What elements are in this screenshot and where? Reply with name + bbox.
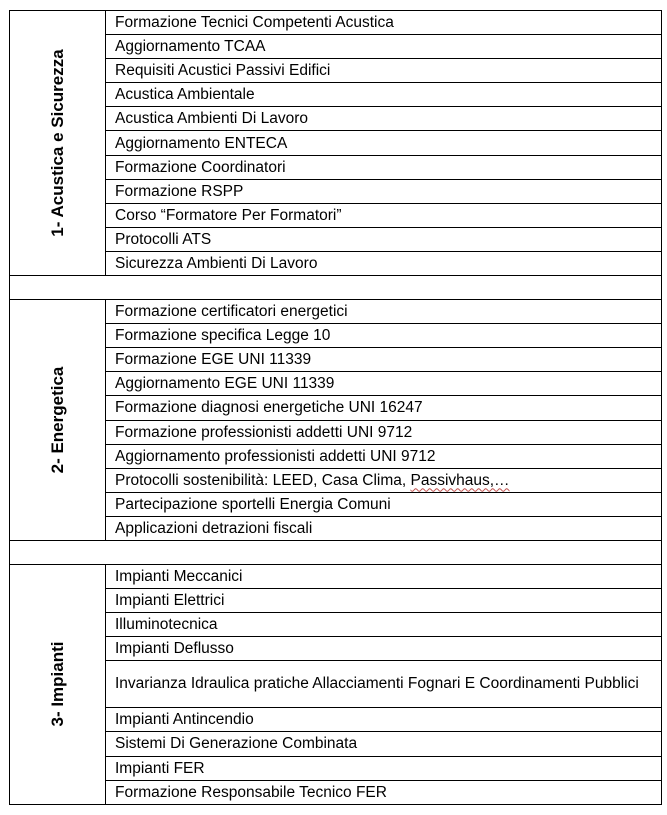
item-text: Acustica Ambienti Di Lavoro xyxy=(115,110,308,128)
table-row xyxy=(10,589,662,613)
empty-row xyxy=(10,276,662,300)
table-row xyxy=(10,492,662,516)
list-item xyxy=(106,516,662,540)
list-item xyxy=(106,613,662,637)
item-text: Illuminotecnica xyxy=(115,616,218,634)
table-row xyxy=(10,372,662,396)
item-text: Impianti Antincendio xyxy=(115,711,254,729)
list-item xyxy=(106,83,662,107)
table-row xyxy=(10,564,662,588)
table-row xyxy=(10,516,662,540)
list-item xyxy=(106,637,662,661)
item-text: Applicazioni detrazioni fiscali xyxy=(115,519,313,537)
list-item xyxy=(106,107,662,131)
section-label-cell xyxy=(10,300,106,541)
table-row xyxy=(10,227,662,251)
spellcheck-word: Passivhaus,… xyxy=(410,471,510,489)
table-row xyxy=(10,11,662,35)
table-row xyxy=(10,396,662,420)
list-item xyxy=(106,780,662,804)
item-text: Aggiornamento EGE UNI 11339 xyxy=(115,375,335,393)
table-row xyxy=(10,35,662,59)
list-item xyxy=(106,324,662,348)
list-item xyxy=(106,35,662,59)
table-row xyxy=(10,179,662,203)
list-item xyxy=(106,492,662,516)
table-row xyxy=(10,203,662,227)
list-item xyxy=(106,227,662,251)
table-row xyxy=(10,107,662,131)
table-row xyxy=(10,708,662,732)
item-text: Sicurezza Ambienti Di Lavoro xyxy=(115,254,318,272)
item-text: Formazione Coordinatori xyxy=(115,158,286,176)
table-row xyxy=(10,155,662,179)
list-item xyxy=(106,589,662,613)
item-text: Invarianza Idraulica pratiche Allacciamenti Fognari E Coordinamenti Pubblici xyxy=(115,675,639,693)
table-row xyxy=(10,59,662,83)
list-item xyxy=(106,131,662,155)
item-text: Protocolli ATS xyxy=(115,230,212,248)
item-text: Impianti FER xyxy=(115,759,205,777)
list-item xyxy=(106,732,662,756)
section-title: 2- Energetica xyxy=(47,366,67,474)
section-title: 3- Impianti xyxy=(47,641,67,727)
table-row xyxy=(10,348,662,372)
item-text: Impianti Elettrici xyxy=(115,592,225,610)
item-text: Formazione specifica Legge 10 xyxy=(115,327,331,345)
list-item xyxy=(106,444,662,468)
list-item xyxy=(106,300,662,324)
list-item xyxy=(106,179,662,203)
table-row xyxy=(10,613,662,637)
services-table xyxy=(9,10,662,805)
item-text: Formazione diagnosi energetiche UNI 16247 xyxy=(115,399,423,417)
item-text: Formazione certificatori energetici xyxy=(115,303,348,321)
table-row xyxy=(10,661,662,708)
table-row xyxy=(10,444,662,468)
table-row xyxy=(10,251,662,275)
item-text: Impianti Deflusso xyxy=(115,640,234,658)
list-item xyxy=(106,372,662,396)
empty-row xyxy=(10,540,662,564)
table-row xyxy=(10,83,662,107)
list-item xyxy=(106,396,662,420)
section-separator xyxy=(10,276,662,300)
item-text: Protocolli sostenibilità: LEED, Casa Clima, xyxy=(115,471,411,489)
list-item xyxy=(106,348,662,372)
table-row xyxy=(10,131,662,155)
item-text: Formazione RSPP xyxy=(115,182,244,200)
list-item xyxy=(106,420,662,444)
table-row xyxy=(10,324,662,348)
list-item xyxy=(106,468,662,492)
item-text: Formazione Tecnici Competenti Acustica xyxy=(115,14,394,32)
item-text: Formazione Responsabile Tecnico FER xyxy=(115,783,387,801)
table-row xyxy=(10,756,662,780)
list-item xyxy=(106,11,662,35)
section-label-cell xyxy=(10,564,106,804)
item-text: Impianti Meccanici xyxy=(115,568,243,586)
list-item xyxy=(106,251,662,275)
table-row xyxy=(10,637,662,661)
item-text: Acustica Ambientale xyxy=(115,86,255,104)
item-text: Corso “Formatore Per Formatori” xyxy=(115,206,342,224)
list-item xyxy=(106,756,662,780)
table-row xyxy=(10,732,662,756)
item-text: Aggiornamento ENTECA xyxy=(115,134,288,152)
table-row xyxy=(10,420,662,444)
section-label-cell xyxy=(10,11,106,276)
table-row xyxy=(10,300,662,324)
item-text: Requisiti Acustici Passivi Edifici xyxy=(115,62,331,80)
item-text: Sistemi Di Generazione Combinata xyxy=(115,735,358,753)
list-item xyxy=(106,708,662,732)
table-row xyxy=(10,468,662,492)
list-item xyxy=(106,203,662,227)
section-separator xyxy=(10,540,662,564)
section-title: 1- Acustica e Sicurezza xyxy=(47,49,67,237)
list-item xyxy=(106,564,662,588)
item-text: Formazione professionisti addetti UNI 9712 xyxy=(115,423,413,441)
list-item xyxy=(106,59,662,83)
list-item xyxy=(106,155,662,179)
item-text: Partecipazione sportelli Energia Comuni xyxy=(115,495,391,513)
table-row xyxy=(10,780,662,804)
item-text: Aggiornamento TCAA xyxy=(115,38,266,56)
item-text: Formazione EGE UNI 11339 xyxy=(115,351,312,369)
list-item xyxy=(106,661,662,708)
item-text: Aggiornamento professionisti addetti UNI 9712 xyxy=(115,447,436,465)
